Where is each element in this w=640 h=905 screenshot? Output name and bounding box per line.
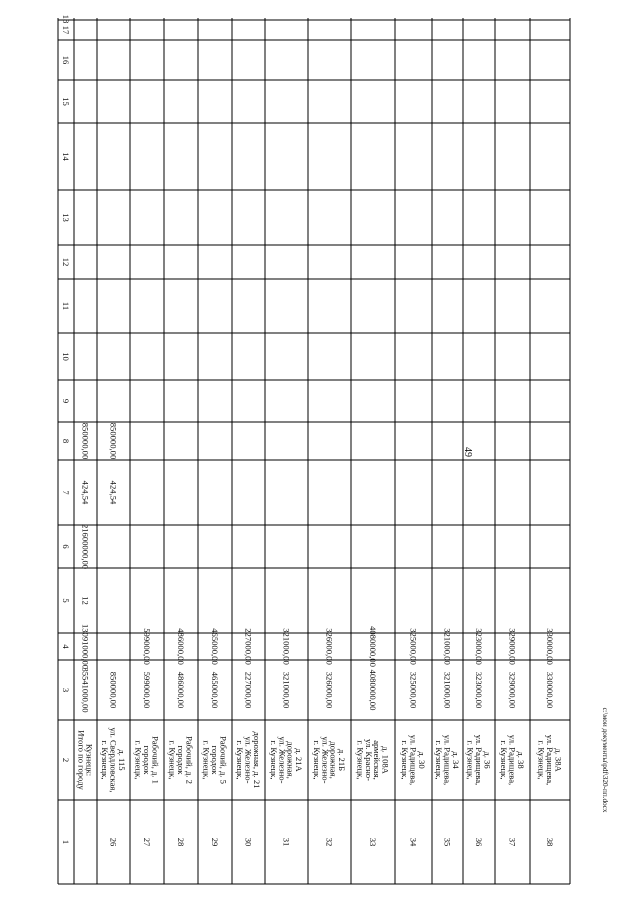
cell-col-2-line: Рабочий, д. 2	[184, 736, 195, 784]
file-path-footer: c:\мои документы\pdf\320-пп.docx	[601, 707, 609, 813]
column-header: 14	[61, 152, 71, 161]
cell-col-2-line: Итого по городу	[76, 730, 87, 790]
cell-col-2-line: г. Кузнецк,	[201, 740, 212, 780]
table-row	[434, 628, 461, 846]
cell-col-4: 329000,00	[507, 628, 518, 665]
column-header: 7	[61, 490, 71, 495]
cell-col-4: 321000,00	[442, 628, 453, 665]
cell-col-2-line: д. 108А	[380, 746, 391, 774]
cell-col-2-line: ул. Железно-	[320, 736, 331, 784]
column-header: 1	[61, 839, 71, 845]
table-row	[100, 423, 127, 847]
cell-col-4: 326000,00	[324, 628, 335, 665]
cell-col-7: 424,54	[108, 480, 119, 505]
cell-col-2-line: городок	[142, 745, 152, 775]
column-header: 4	[61, 644, 71, 649]
column-header: 12	[61, 257, 71, 267]
cell-col-2-line: Рабочий, д. 1	[150, 736, 161, 784]
cell-col-2-line: ул. Радищева,	[442, 734, 453, 786]
cell-col-4: 4080000,00	[368, 626, 378, 667]
cell-col-2-line: городок	[210, 745, 220, 775]
cell-col-2-line: дорожная,	[328, 741, 339, 779]
cell-col-8: 850000,00	[80, 422, 91, 460]
cell-col-2-line: ул. Железно-	[277, 736, 288, 784]
column-header: 10	[61, 352, 71, 361]
table-row	[400, 628, 427, 847]
cell-col-3: 325000,00	[408, 671, 419, 709]
column-header: 17	[61, 25, 71, 35]
cell-col-3: 599000,00	[142, 671, 152, 709]
cell-col-1: 32	[324, 837, 335, 847]
cell-col-3: 323000,00	[474, 671, 484, 709]
cell-col-2-line: ул. Радищева,	[507, 734, 518, 786]
cell-col-3: 321000,00	[281, 671, 292, 709]
cell-col-2-line: г. Кузнецк,	[465, 740, 476, 780]
cell-col-2-line: г. Кузнецк,	[499, 740, 510, 780]
cell-col-2-line: д. 21А	[294, 748, 305, 772]
cell-col-1: 33	[368, 837, 378, 847]
cell-col-2-line: д. 21Б	[337, 748, 348, 772]
cell-col-1: 37	[507, 837, 518, 847]
cell-col-4: 465000,00	[210, 628, 220, 665]
cell-col-4: 330000,00	[545, 628, 555, 665]
cell-col-2-line: ул. Железно-	[243, 736, 254, 784]
table-row	[235, 628, 262, 846]
cell-col-2-line: г. Кузнецк,	[167, 740, 178, 780]
table-row	[202, 628, 229, 846]
cell-col-4: 227000,00	[243, 628, 254, 665]
cell-col-2-line: дорожная, д. 21	[251, 731, 262, 789]
cell-col-2-line: д. 115	[116, 749, 127, 771]
cell-col-3: 330000,00	[545, 671, 555, 709]
cell-col-2-line: ул. Красно-	[363, 739, 374, 781]
cell-col-4: 599000,00	[142, 628, 152, 665]
cell-col-2-line: г. Кузнецк,	[311, 740, 322, 780]
cell-col-2-line: д. 38А	[553, 748, 564, 772]
column-header: 16	[61, 55, 71, 65]
cell-col-3: 329000,00	[507, 671, 518, 709]
cell-col-1: 36	[474, 837, 484, 847]
table-row	[269, 628, 304, 846]
column-header: 18	[61, 14, 71, 24]
column-header: 11	[61, 301, 71, 311]
cell-col-4: 486000,00	[176, 628, 186, 665]
cell-col-3: 321000,00	[442, 671, 453, 709]
cell-col-2-line: Рабочий, д. 5	[218, 736, 229, 784]
cell-col-1: 38	[545, 837, 555, 847]
table-row	[499, 628, 526, 847]
cell-col-2-line: д. 34	[450, 751, 461, 769]
column-header: 3	[61, 687, 71, 693]
table-row	[355, 626, 390, 846]
table-row	[76, 423, 94, 791]
page-number: 49	[462, 447, 473, 457]
cell-col-7: 424,54	[80, 480, 91, 505]
column-header: 13	[61, 213, 71, 222]
cell-col-1: 27	[142, 837, 152, 847]
cell-col-1: 31	[281, 837, 292, 847]
cell-col-3: 35541000,00	[80, 667, 91, 713]
cell-col-3: 227000,00	[243, 671, 254, 709]
column-header: 5	[61, 598, 71, 603]
cell-col-2-line: г. Кузнецк,	[355, 740, 366, 780]
cell-col-2-line: д. 38	[515, 751, 526, 769]
cell-col-4: 323000,00	[474, 628, 484, 665]
table-row	[134, 628, 161, 847]
table-row	[466, 628, 493, 847]
cell-col-1: 26	[108, 837, 119, 847]
cell-col-3: 850000,00	[108, 671, 119, 709]
cell-col-3: 486000,00	[176, 671, 186, 709]
cell-col-2-line: г. Кузнецк,	[434, 740, 445, 780]
cell-col-2-line: городок	[176, 745, 186, 775]
cell-col-1: 35	[442, 837, 453, 847]
cell-col-2-line: армейская,	[372, 740, 383, 780]
cell-col-2-line: д. 30	[416, 751, 427, 769]
cell-col-2-line: г. Кузнецк,	[268, 740, 279, 780]
column-header: 8	[61, 438, 71, 444]
cell-col-8: 850000,00	[108, 422, 119, 460]
cell-col-2-line: г. Кузнецк,	[235, 740, 246, 780]
cell-col-2-line: дорожная,	[285, 741, 296, 779]
column-header: 15	[61, 97, 71, 106]
cell-col-4: 13091000,00	[80, 623, 91, 670]
cell-col-2-line: г. Кузнецк,	[400, 740, 411, 780]
cell-col-2-line: г. Кузнецк,	[133, 740, 144, 780]
cell-col-5: 12	[80, 596, 91, 605]
cell-col-2-line: д. 36	[482, 751, 493, 769]
column-header: 2	[61, 757, 71, 763]
cell-col-4: 325000,00	[408, 628, 419, 665]
cell-col-1: 34	[408, 837, 419, 847]
table-row	[537, 628, 564, 846]
cell-col-4: 321000,00	[281, 628, 292, 665]
cell-col-2-line: г. Кузнецк,	[536, 740, 547, 780]
column-header: 9	[61, 398, 71, 404]
table-rows	[76, 423, 563, 847]
cell-col-1: 29	[210, 837, 220, 847]
table-row	[312, 628, 347, 846]
cell-col-3: 326000,00	[324, 671, 335, 709]
cell-col-6: 21600000,00	[80, 523, 91, 570]
cell-col-3: 4080000,00	[368, 669, 378, 711]
cell-col-2-line: ул. Радищева,	[545, 734, 555, 786]
table-row	[168, 628, 195, 846]
cell-col-2-line: ул. Радищева,	[408, 734, 419, 786]
cell-col-1: 30	[243, 837, 254, 847]
cell-col-2-line: ул. Радищева,	[474, 734, 484, 786]
column-header: 6	[61, 544, 71, 549]
cell-col-2-line: г. Кузнецк,	[100, 740, 111, 780]
cell-col-1: 28	[176, 837, 186, 847]
cell-col-3: 465000,00	[210, 671, 220, 709]
cell-col-2-line: ул. Свердловская,	[108, 727, 119, 793]
cell-col-2-line: Кузнецк:	[84, 743, 95, 777]
